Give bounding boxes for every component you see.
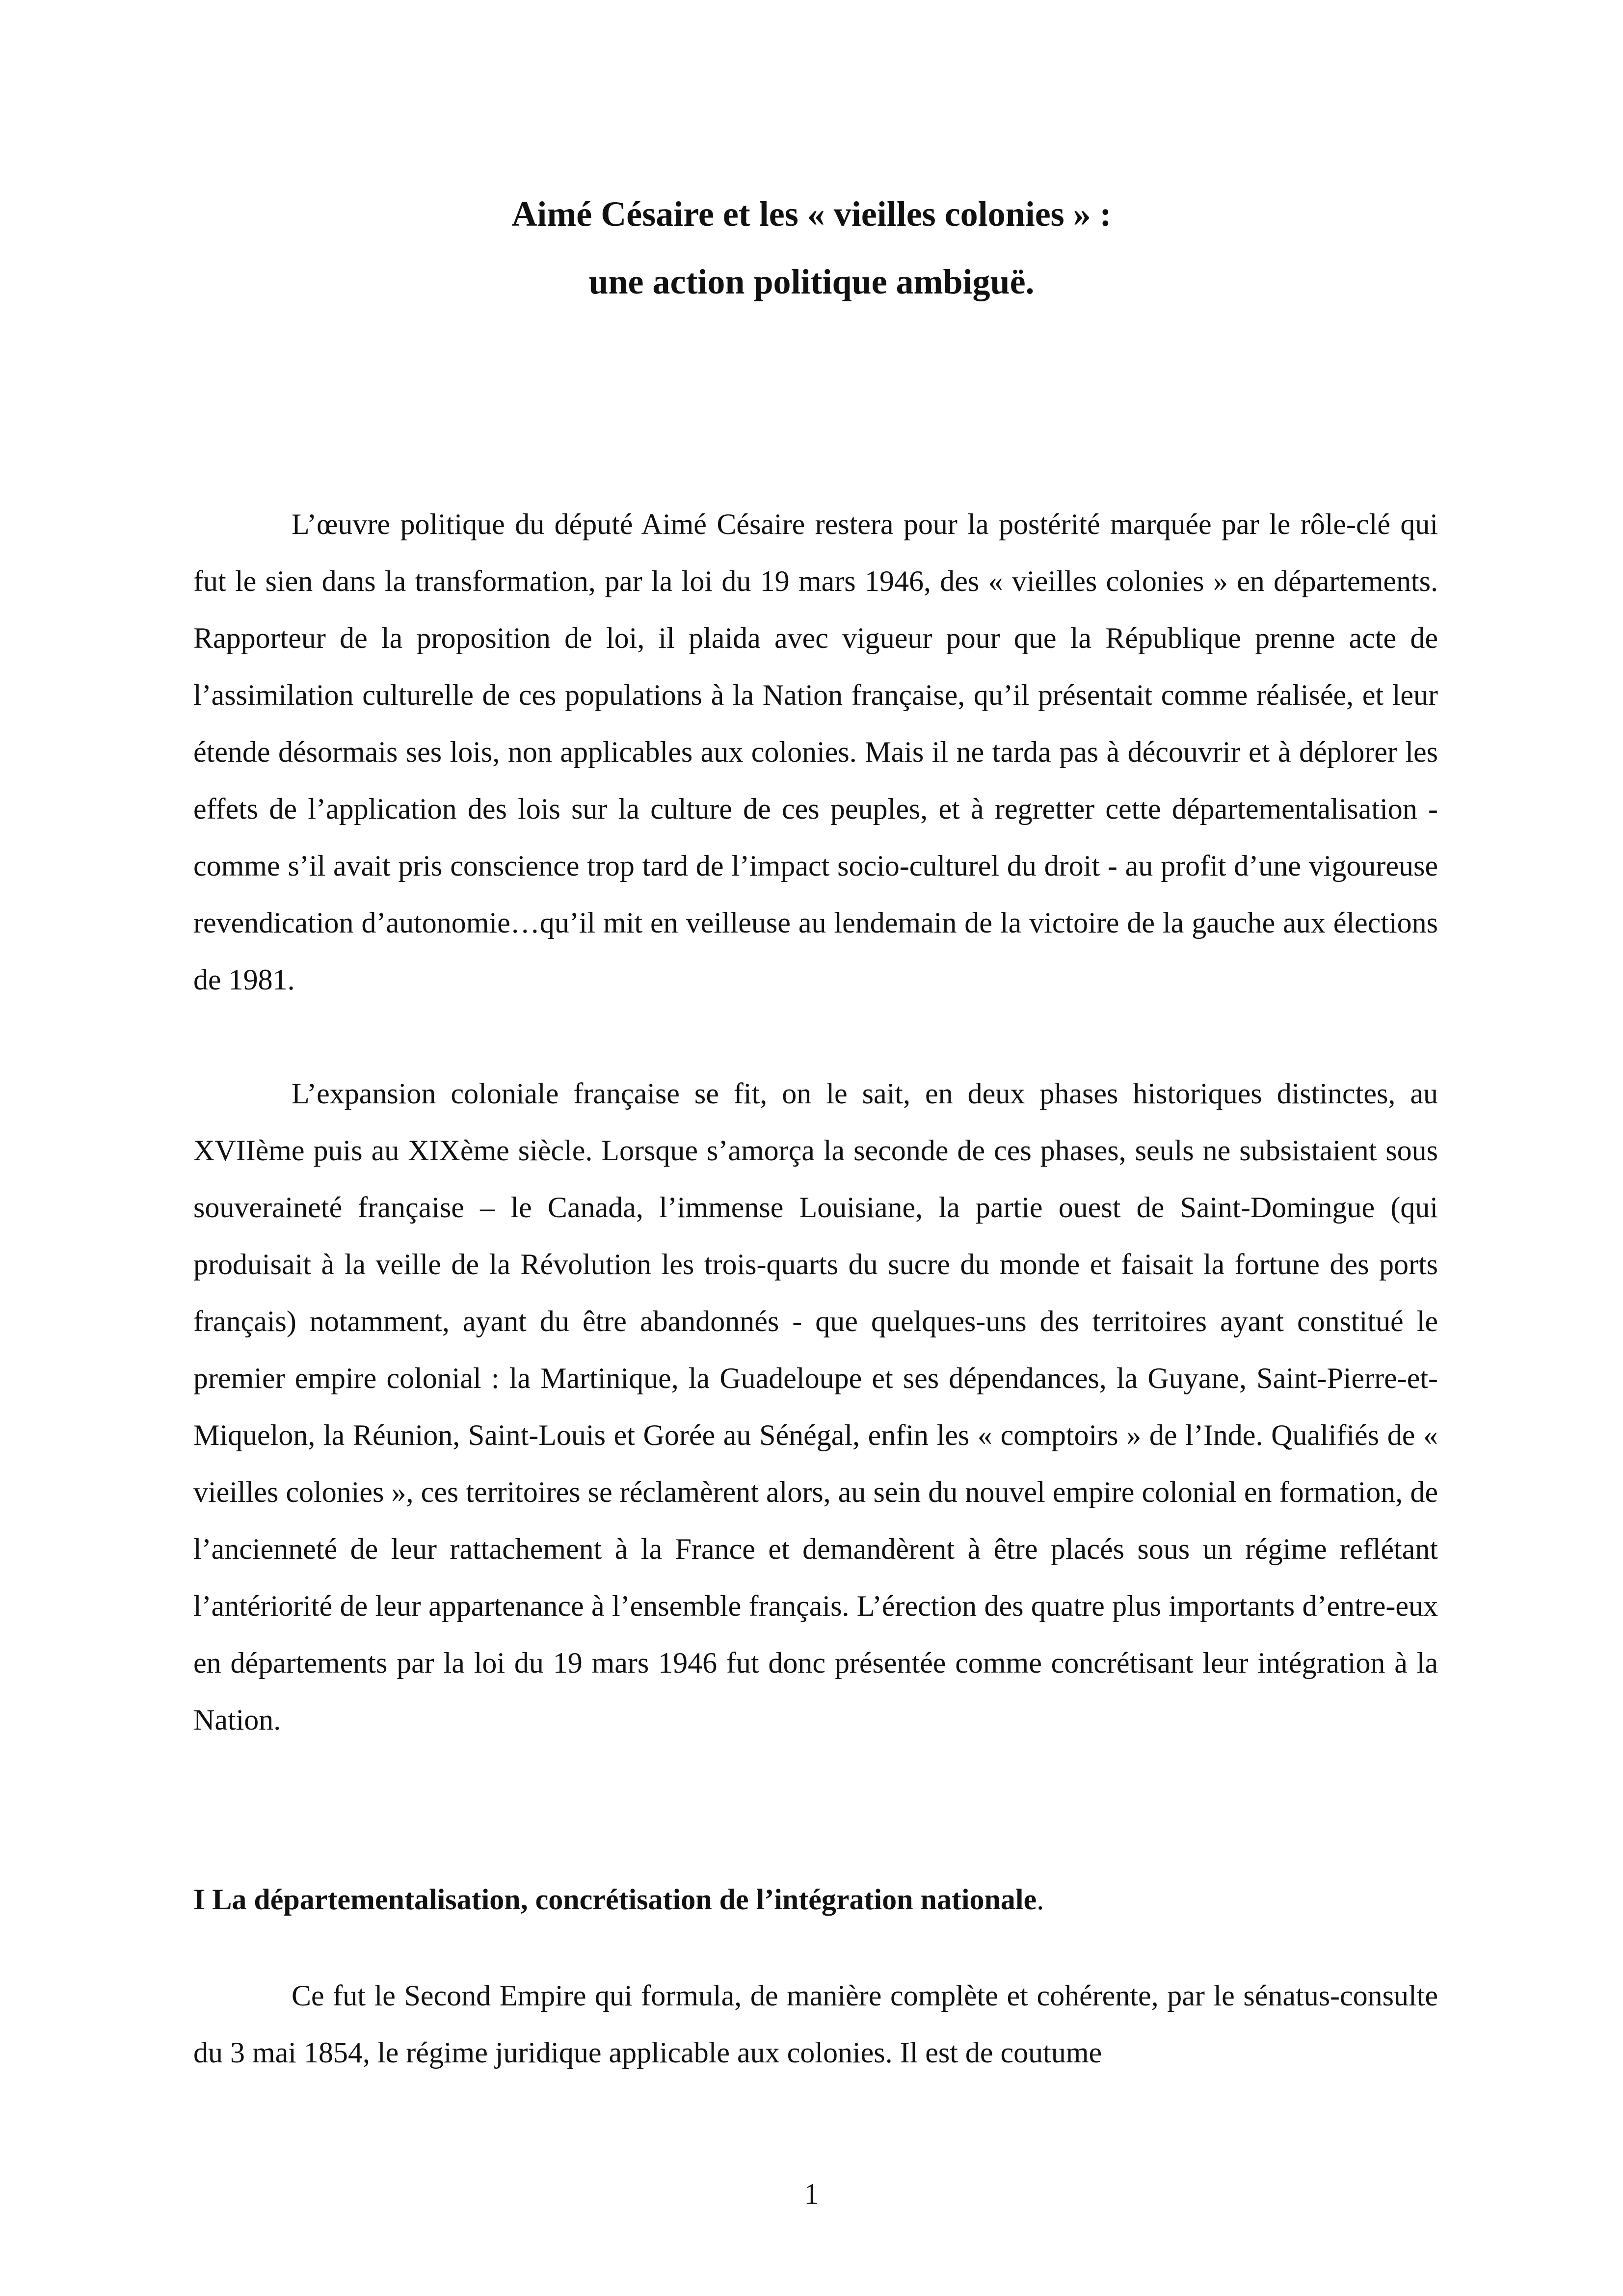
- paragraph-1-text: L’œuvre politique du député Aimé Césaire restera pour la postérité marquée par le rôle-clé qui fut le sien dans la transformation, par la loi du 19 mars 1946, des « vieilles colonies » en départements. Rapporteur de la proposition de loi, il plaida avec vigueur pour que la République prenne acte de l’assimilation culturelle de ces populations à la Nation française, qu’il présentait comme réalisée, et leur étende désormais ses lois, non applicables aux colonies. Mais il ne tarda pas à découvrir et à déplorer les effets de l’application des lois sur la culture de ces peuples, et à regretter cette départementalisation - comme s’il avait pris conscience trop tard de l’impact socio-culturel du droit - au profit d’une vigoureuse revendication d’autonomie…qu’il mit en veilleuse au lendemain de la victoire de la gauche aux élections de 1981.: [193, 508, 1438, 996]
- paragraph-3-text: Ce fut le Second Empire qui formula, de manière complète et cohérente, par le sénatus-consulte du 3 mai 1854, le régime juridique applicable aux colonies. Il est de coutume: [193, 1979, 1438, 2069]
- section-heading-period: .: [1037, 1883, 1044, 1916]
- paragraph-2: [193, 1065, 1438, 1748]
- paragraph-3: [193, 1967, 1438, 2081]
- paragraph-1: [193, 496, 1438, 1008]
- page-number: 1: [804, 2178, 819, 2210]
- document-title-line-2: une action politique ambiguë.: [588, 262, 1035, 301]
- paragraph-2-text: L’expansion coloniale française se fit, on le sait, en deux phases historiques distinctes, au XVIIème puis au XIXème siècle. Lorsque s’amorça la seconde de ces phases, seuls ne subsistaient sous souveraineté française – le Canada, l’immense Louisiane, la partie ouest de Saint-Domingue (qui produisait à la veille de la Révolution les trois-quarts du sucre du monde et faisait la fortune des ports français) notamment, ayant du être abandonnés - que quelques-uns des territoires ayant constitué le premier empire colonial : la Martinique, la Guadeloupe et ses dépendances, la Guyane, Saint-Pierre-et-Miquelon, la Réunion, Saint-Louis et Gorée au Sénégal, enfin les « comptoirs » de l’Inde. Qualifiés de « vieilles colonies », ces territoires se réclamèrent alors, au sein du nouvel empire colonial en formation, de l’ancienneté de leur rattachement à la France et demandèrent à être placés sous un régime reflétant l’antériorité de leur appartenance à l’ensemble français. L’érection des quatre plus importants d’entre-eux en départements par la loi du 19 mars 1946 fut donc présentée comme concrétisant leur intégration à la Nation.: [193, 1077, 1438, 1736]
- section-heading: [193, 1871, 1438, 1928]
- section-heading-text: I La départementalisation, concrétisation de l’intégration nationale: [193, 1883, 1037, 1916]
- document-title-line-1: Aimé Césaire et les « vieilles colonies » :: [511, 194, 1112, 234]
